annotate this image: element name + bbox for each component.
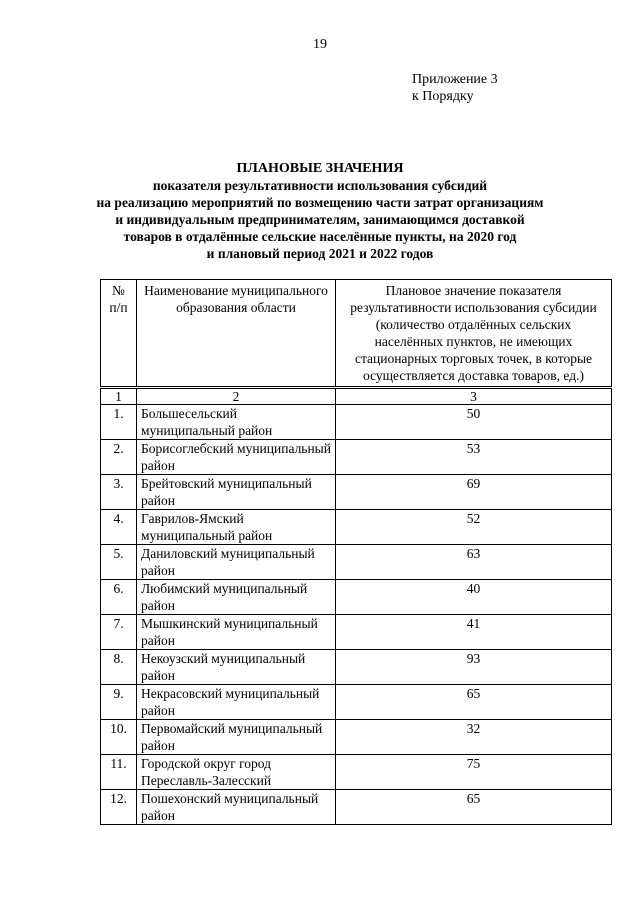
index-cell: 1 (101, 388, 137, 405)
title-line-1: ПЛАНОВЫЕ ЗНАЧЕНИЯ (236, 161, 404, 176)
document-title (0, 160, 640, 262)
row-planned-value: 65 (336, 790, 612, 825)
table-row (101, 615, 612, 650)
row-number: 9. (101, 685, 137, 720)
planned-values-table (100, 279, 612, 825)
row-number: 11. (101, 755, 137, 790)
table-row (101, 545, 612, 580)
row-planned-value: 93 (336, 650, 612, 685)
table-index-row (101, 388, 612, 405)
table-row (101, 685, 612, 720)
table-header-row (101, 280, 612, 388)
row-number: 10. (101, 720, 137, 755)
row-planned-value: 50 (336, 405, 612, 440)
title-line-6: и плановый период 2021 и 2022 годов (206, 246, 434, 261)
appendix-line-2: к Порядку (412, 89, 474, 104)
row-number: 6. (101, 580, 137, 615)
table-row (101, 510, 612, 545)
row-number: 3. (101, 475, 137, 510)
row-municipality-name: Любимский муниципальный район (137, 580, 336, 615)
row-planned-value: 69 (336, 475, 612, 510)
row-number: 8. (101, 650, 137, 685)
row-municipality-name: Борисоглебский муниципальный район (137, 440, 336, 475)
row-number: 12. (101, 790, 137, 825)
title-line-4: и индивидуальным предпринимателям, занимающимся доставкой (115, 212, 525, 227)
index-cell: 2 (137, 388, 336, 405)
title-line-2: показателя результативности использования субсидий (152, 178, 488, 193)
row-municipality-name: Гаврилов-Ямский муниципальный район (137, 510, 336, 545)
appendix-line-1: Приложение 3 (412, 72, 498, 87)
row-municipality-name: Мышкинский муниципальный район (137, 615, 336, 650)
table-row (101, 650, 612, 685)
header-planned-value: Плановое значение показателя результативности использования субсидии (количество отдалённых сельских населённых пунктов, не имеющих стационарных торговых точек, в которые осуществляется доставка товаров, ед.) (336, 280, 612, 388)
row-planned-value: 65 (336, 685, 612, 720)
index-cell: 3 (336, 388, 612, 405)
row-municipality-name: Пошехонский муниципальный район (137, 790, 336, 825)
header-number: № п/п (101, 280, 137, 388)
row-municipality-name: Городской округ город Переславль-Залесский (137, 755, 336, 790)
row-number: 2. (101, 440, 137, 475)
table-row (101, 790, 612, 825)
row-municipality-name: Большесельский муниципальный район (137, 405, 336, 440)
row-planned-value: 32 (336, 720, 612, 755)
row-planned-value: 75 (336, 755, 612, 790)
row-municipality-name: Первомайский муниципальный район (137, 720, 336, 755)
row-planned-value: 53 (336, 440, 612, 475)
row-municipality-name: Некрасовский муниципальный район (137, 685, 336, 720)
table-row (101, 720, 612, 755)
table-row (101, 440, 612, 475)
row-planned-value: 52 (336, 510, 612, 545)
row-municipality-name: Некоузский муниципальный район (137, 650, 336, 685)
row-municipality-name: Даниловский муниципальный район (137, 545, 336, 580)
row-number: 4. (101, 510, 137, 545)
row-number: 7. (101, 615, 137, 650)
row-number: 5. (101, 545, 137, 580)
table-row (101, 755, 612, 790)
row-planned-value: 41 (336, 615, 612, 650)
row-municipality-name: Брейтовский муниципальный район (137, 475, 336, 510)
row-planned-value: 63 (336, 545, 612, 580)
table-row (101, 405, 612, 440)
row-number: 1. (101, 405, 137, 440)
table-row (101, 580, 612, 615)
row-planned-value: 40 (336, 580, 612, 615)
appendix-note (412, 71, 498, 105)
table-row (101, 475, 612, 510)
title-line-3: на реализацию мероприятий по возмещению части затрат организациям (96, 195, 544, 210)
header-municipality: Наименование муниципального образования области (137, 280, 336, 388)
page-number: 19 (313, 37, 327, 52)
title-line-5: товаров в отдалённые сельские населённые пункты, на 2020 год (123, 229, 517, 244)
